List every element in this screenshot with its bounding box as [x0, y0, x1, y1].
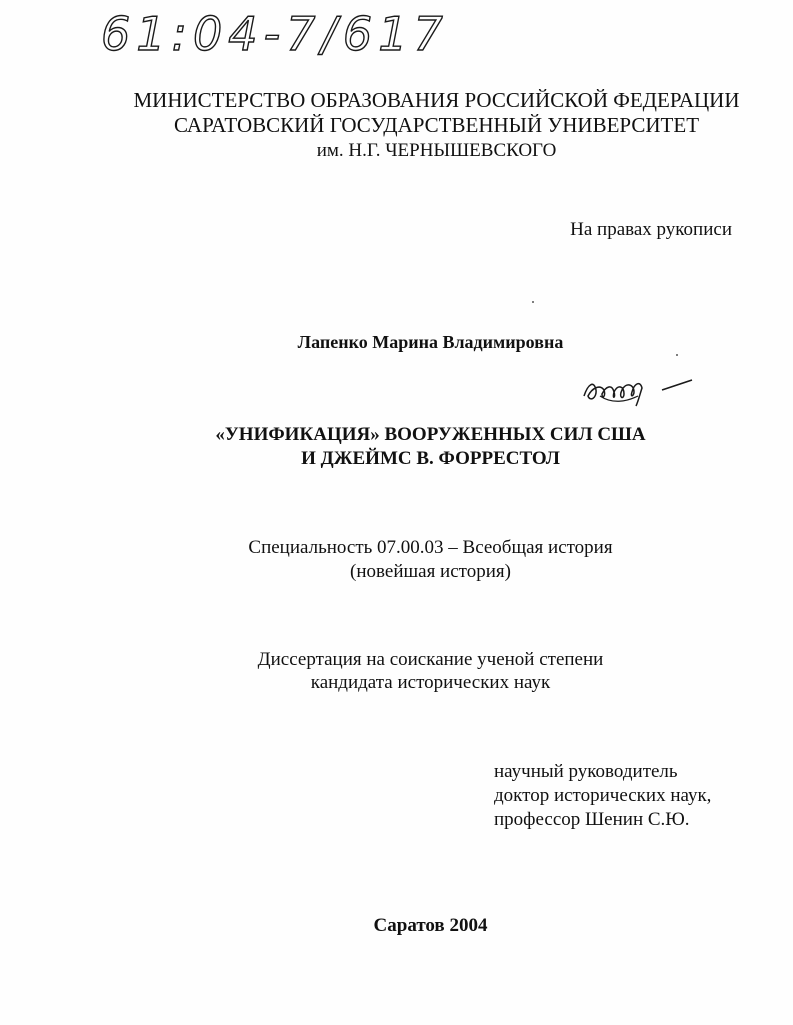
degree-line-1: Диссертация на соискание ученой степени: [257, 649, 604, 670]
scientific-supervisor: [494, 760, 711, 832]
scan-speck: [676, 354, 678, 356]
specialty-line-1: Специальность 07.00.03 – Всеобщая история: [248, 537, 613, 558]
city-year: Саратов 2004: [373, 915, 488, 936]
author-name: Лапенко Марина Владимировна: [297, 332, 564, 352]
ministry-name: МИНИСТЕРСТВО ОБРАЗОВАНИЯ РОССИЙСКОЙ ФЕДЕРАЦИИ: [133, 88, 740, 112]
supervisor-line-1: научный руководитель: [494, 761, 678, 782]
degree-line-2: кандидата исторических наук: [310, 672, 551, 693]
handwritten-stamp-number: [95, 2, 465, 64]
university-name: САРАТОВСКИЙ ГОСУДАРСТВЕННЫЙ УНИВЕРСИТЕТ: [173, 113, 700, 137]
specialty-line-2: (новейшая история): [350, 561, 511, 582]
signature-stroke: [584, 384, 642, 406]
signature-dash: [662, 380, 692, 390]
dissertation-title: [34, 423, 793, 471]
supervisor-line-2: доктор исторических наук,: [494, 785, 712, 806]
scan-speck: [532, 301, 534, 303]
manuscript-rights-note: На правах рукописи: [570, 219, 732, 240]
university-named-after: им. Н.Г. ЧЕРНЫШЕВСКОГО: [316, 140, 557, 161]
signature-underline: [600, 396, 638, 401]
institution-header: [40, 88, 793, 163]
supervisor-line-3: профессор Шенин С.Ю.: [494, 809, 690, 830]
degree-info: [34, 648, 793, 694]
specialty-info: [34, 536, 793, 584]
title-line-1: «УНИФИКАЦИЯ» ВООРУЖЕННЫХ СИЛ США: [215, 424, 646, 445]
stamp-number-text: 61:04-7/617: [101, 7, 449, 61]
title-line-2: И ДЖЕЙМС В. ФОРРЕСТОЛ: [301, 448, 560, 469]
handwritten-signature: [578, 366, 698, 412]
